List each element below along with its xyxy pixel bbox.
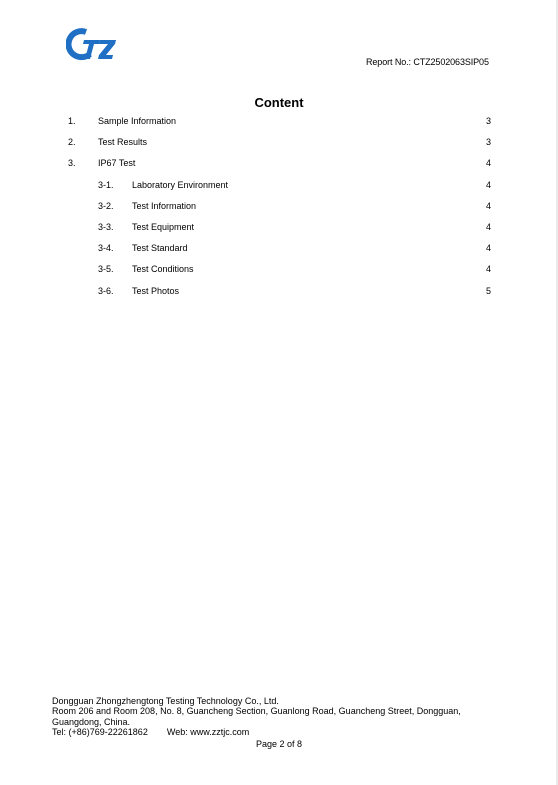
toc-entry-laboratory-environment[interactable] — [0, 180, 558, 192]
toc-label[interactable]: IP67 Test — [98, 158, 136, 168]
toc-page-number: 4 — [486, 222, 492, 232]
page-title: Content — [254, 95, 304, 110]
toc-entry-ip67-test[interactable] — [0, 158, 558, 170]
toc-page-number: 5 — [486, 286, 492, 296]
toc-page-number: 4 — [486, 243, 492, 253]
footer-company: Dongguan Zhongzhengtong Testing Technology Co., Ltd. — [52, 696, 279, 706]
toc-label[interactable]: Test Information — [132, 201, 197, 211]
toc-number: 3-6. — [98, 286, 114, 296]
toc-number: 3. — [68, 158, 76, 168]
footer-tel: Tel: (+86)769-22261862 — [52, 726, 148, 737]
toc-entry-test-equipment[interactable] — [0, 222, 558, 234]
report-number: Report No.: CTZ2502063SIP05 — [366, 57, 489, 67]
page-footer — [52, 696, 512, 737]
toc-label[interactable]: Test Photos — [132, 286, 180, 296]
toc-entry-test-photos[interactable] — [0, 286, 558, 298]
toc-entry-test-information[interactable] — [0, 201, 558, 213]
toc-label[interactable]: Test Equipment — [132, 222, 195, 232]
toc-number: 3-2. — [98, 201, 114, 211]
toc-label[interactable]: Laboratory Environment — [132, 180, 229, 190]
toc-number: 3-5. — [98, 264, 114, 274]
toc-entry-test-results[interactable] — [0, 137, 558, 149]
toc-number: 2. — [68, 137, 76, 147]
footer-contact — [52, 727, 512, 737]
toc-page-number: 4 — [486, 180, 492, 190]
toc-number: 3-1. — [98, 180, 114, 190]
page-indicator: Page 2 of 8 — [255, 739, 303, 749]
footer-address-line: Guangdong, China. — [52, 716, 131, 727]
toc-page-number: 4 — [486, 264, 492, 274]
toc-label[interactable]: Test Conditions — [132, 264, 194, 274]
toc-number: 3-4. — [98, 243, 114, 253]
toc-label[interactable]: Sample Information — [98, 116, 177, 126]
footer-address-line: Room 206 and Room 208, No. 8, Guancheng Section, Guanlong Road, Guancheng Street, Dongguan, — [52, 706, 461, 717]
footer-web: Web: www.zztjc.com — [166, 726, 250, 737]
toc-page-number: 3 — [486, 137, 492, 147]
toc-page-number: 4 — [486, 158, 492, 168]
toc-number: 1. — [68, 116, 76, 126]
toc-entry-test-standard[interactable] — [0, 243, 558, 255]
toc-page-number: 4 — [486, 201, 492, 211]
toc-entry-test-conditions[interactable] — [0, 264, 558, 276]
toc-entry-sample-information[interactable] — [0, 116, 558, 128]
toc-number: 3-3. — [98, 222, 114, 232]
toc-page-number: 3 — [486, 116, 492, 126]
toc-label[interactable]: Test Results — [98, 137, 148, 147]
toc-label[interactable]: Test Standard — [132, 243, 188, 253]
company-logo — [66, 26, 118, 62]
